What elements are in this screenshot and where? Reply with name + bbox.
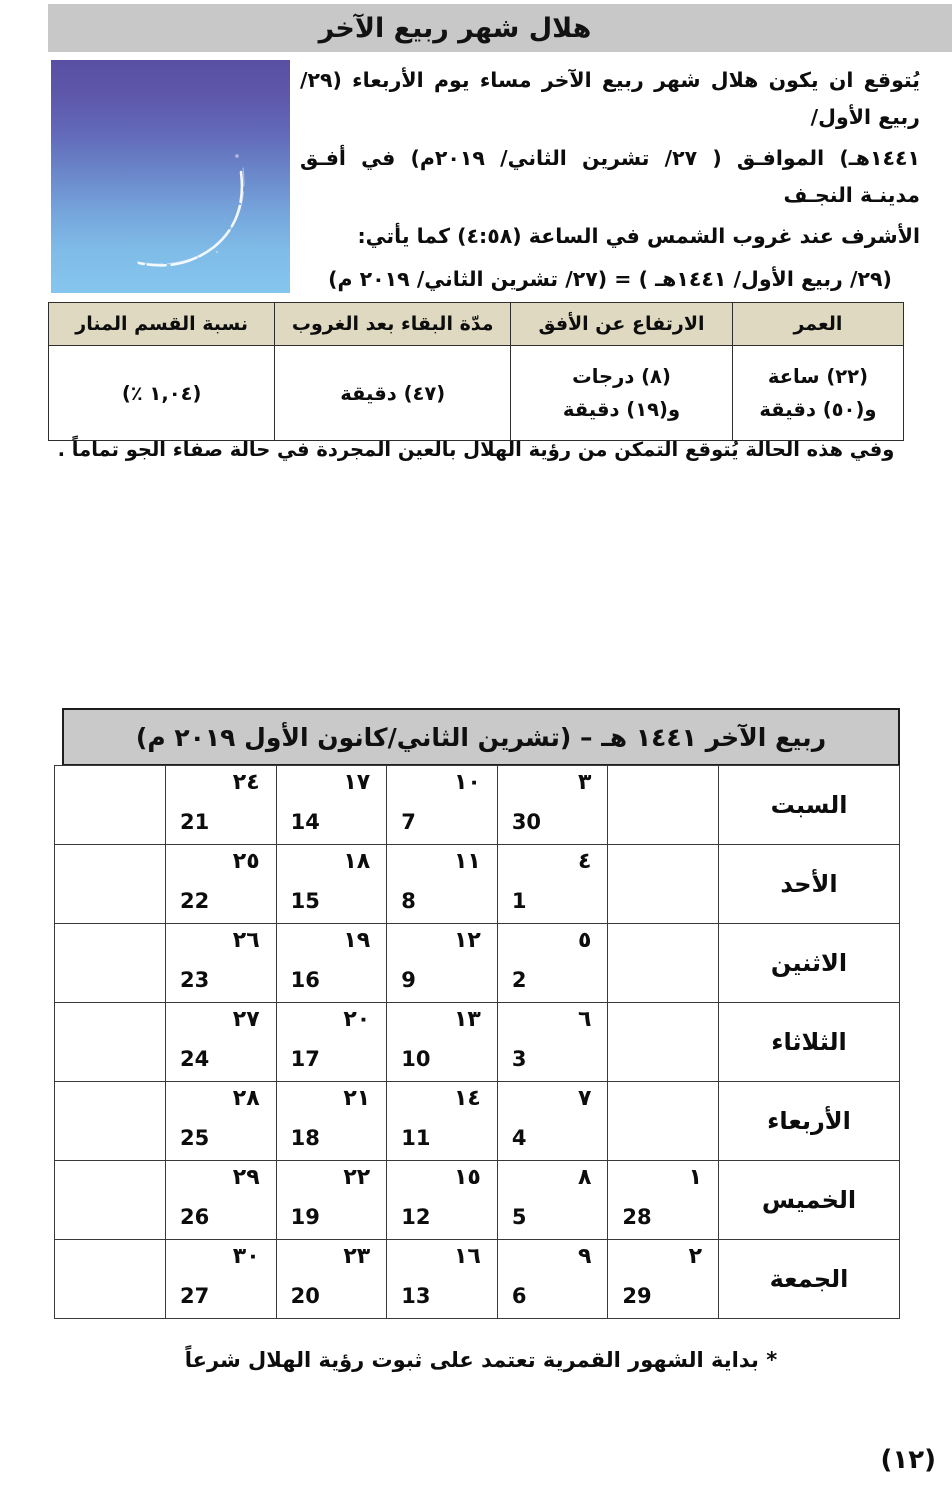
calendar-day-cell[interactable] xyxy=(387,766,498,845)
gregorian-date: 24 xyxy=(180,1047,210,1071)
page-title-banner xyxy=(48,4,952,52)
header-illuminated-fraction: نسبة القسم المنار xyxy=(49,303,275,346)
hijri-date: ١٩ xyxy=(343,928,371,953)
value-altitude-line-2: و(١٩) دقيقة xyxy=(562,398,681,421)
calendar-day-cell[interactable] xyxy=(387,1082,498,1161)
hijri-date: ٢٥ xyxy=(232,849,260,874)
gregorian-date: 27 xyxy=(180,1284,210,1308)
calendar-body xyxy=(55,766,900,1319)
hijri-date: ١٦ xyxy=(453,1244,481,1269)
hijri-date: ٢ xyxy=(688,1244,702,1269)
hijri-date: ١٧ xyxy=(343,770,371,795)
hijri-date: ٣٠ xyxy=(232,1244,260,1269)
calendar-day-cell[interactable] xyxy=(497,1240,608,1319)
hijri-date: ٩ xyxy=(577,1244,592,1269)
calendar-day-cell[interactable] xyxy=(497,1003,608,1082)
hijri-date: ٢٨ xyxy=(232,1086,260,1111)
gregorian-date: 13 xyxy=(401,1284,431,1308)
gregorian-date: 19 xyxy=(290,1205,320,1229)
calendar-table xyxy=(54,765,900,1319)
gregorian-date: 3 xyxy=(511,1047,527,1071)
gregorian-date: 18 xyxy=(290,1126,320,1150)
value-altitude xyxy=(511,346,733,441)
calendar-day-cell[interactable] xyxy=(55,1003,166,1082)
hijri-date: ٢٣ xyxy=(343,1244,371,1269)
hijri-date: ٨ xyxy=(577,1165,592,1190)
calendar-day-cell[interactable] xyxy=(497,766,608,845)
calendar-day-cell[interactable] xyxy=(497,845,608,924)
calendar-day-cell[interactable] xyxy=(166,766,277,845)
value-illuminated-fraction: (١,٠٤ ٪) xyxy=(49,346,275,441)
header-stay-after-sunset: مدّة البقاء بعد الغروب xyxy=(275,303,511,346)
intro-line-3: الأشرف عند غروب الشمس في الساعة (٤:٥٨) كما يأتي: xyxy=(357,224,920,248)
gregorian-date: 7 xyxy=(401,810,416,834)
gregorian-date: 9 xyxy=(401,968,416,992)
gregorian-date: 23 xyxy=(180,968,210,992)
value-age xyxy=(732,346,903,441)
calendar-day-cell[interactable] xyxy=(608,1082,719,1161)
intro-line-1: يُتوقع ان يكون هلال شهر ربيع الآخر مساء يوم الأربعاء (٢٩/ربيع الأول/ xyxy=(300,68,920,129)
calendar-day-cell[interactable] xyxy=(387,1161,498,1240)
gregorian-date: 17 xyxy=(290,1047,320,1071)
intro-line-2: ١٤٤١هـ) الموافـق ( ٢٧/ تشرين الثاني/ ٢٠١٩م) في أفـق مدينـة النجـف xyxy=(300,146,920,207)
hijri-date: ٧ xyxy=(577,1086,592,1111)
monthly-calendar xyxy=(62,708,900,1319)
gregorian-date: 1 xyxy=(511,889,527,913)
gregorian-date: 4 xyxy=(511,1126,527,1150)
value-stay-after-sunset: (٤٧) دقيقة xyxy=(275,346,511,441)
calendar-day-cell[interactable] xyxy=(276,1161,387,1240)
gregorian-date: 14 xyxy=(290,810,320,834)
calendar-day-cell[interactable] xyxy=(166,1003,277,1082)
header-age: العمر xyxy=(732,303,903,346)
calendar-day-cell[interactable] xyxy=(276,1003,387,1082)
hijri-date: ١٢ xyxy=(453,928,481,953)
calendar-footnote: * بداية الشهور القمرية تعتمد على ثبوت رؤية الهلال شرعاً xyxy=(184,1348,778,1372)
intro-date-equation: (٢٩/ ربيع الأول/ ١٤٤١هـ ) = (٢٧/ تشرين الثاني/ ٢٠١٩ م) xyxy=(328,267,892,291)
gregorian-date: 10 xyxy=(401,1047,431,1071)
calendar-week-row xyxy=(55,1161,900,1240)
calendar-day-name: الجمعة xyxy=(719,1240,900,1319)
table-header-row xyxy=(49,303,904,346)
calendar-day-name: الأحد xyxy=(719,845,900,924)
calendar-day-cell[interactable] xyxy=(497,1161,608,1240)
gregorian-date: 20 xyxy=(290,1284,320,1308)
intro-paragraph xyxy=(300,62,920,302)
hijri-date: ٣ xyxy=(577,770,592,795)
calendar-week-row xyxy=(55,1082,900,1161)
hijri-date: ٥ xyxy=(577,928,592,953)
calendar-day-cell[interactable] xyxy=(276,845,387,924)
visibility-note: وفي هذه الحالة يُتوقع التمكن من رؤية الهلال بالعين المجردة في حالة صفاء الجو تماماً . xyxy=(57,438,895,461)
hijri-date: ٢٦ xyxy=(232,928,260,953)
header-altitude: الارتفاع عن الأفق xyxy=(511,303,733,346)
hijri-date: ١٤ xyxy=(453,1086,481,1111)
calendar-day-cell[interactable] xyxy=(166,924,277,1003)
calendar-day-name: الثلاثاء xyxy=(719,1003,900,1082)
gregorian-date: 16 xyxy=(290,968,320,992)
crescent-data-table xyxy=(48,302,904,441)
calendar-day-cell[interactable] xyxy=(387,924,498,1003)
calendar-day-cell[interactable] xyxy=(55,766,166,845)
calendar-day-cell[interactable] xyxy=(166,845,277,924)
calendar-day-name: الاثنين xyxy=(719,924,900,1003)
calendar-title: ربيع الآخر ١٤٤١ هـ – (تشرين الثاني/كانون الأول ٢٠١٩ م) xyxy=(62,708,900,766)
calendar-day-name: الأربعاء xyxy=(719,1082,900,1161)
gregorian-date: 2 xyxy=(511,968,527,992)
gregorian-date: 30 xyxy=(511,810,542,834)
calendar-day-cell[interactable] xyxy=(55,924,166,1003)
calendar-day-name: السبت xyxy=(719,766,900,845)
hijri-date: ٢٠ xyxy=(343,1007,371,1032)
gregorian-date: 15 xyxy=(290,889,320,913)
calendar-day-cell[interactable] xyxy=(608,845,719,924)
value-age-line-2: و(٥٠) دقيقة xyxy=(759,398,877,421)
calendar-day-cell[interactable] xyxy=(387,845,498,924)
hijri-date: ٢٤ xyxy=(232,770,260,795)
calendar-day-cell[interactable] xyxy=(276,766,387,845)
calendar-day-cell[interactable] xyxy=(55,845,166,924)
hijri-date: ١١ xyxy=(453,849,481,874)
calendar-day-cell[interactable] xyxy=(608,924,719,1003)
hijri-date: ١٨ xyxy=(343,849,371,874)
gregorian-date: 21 xyxy=(180,810,210,834)
hijri-date: ٢٩ xyxy=(232,1165,260,1190)
hijri-date: ٦ xyxy=(577,1007,592,1032)
calendar-day-cell[interactable] xyxy=(608,1161,719,1240)
calendar-week-row xyxy=(55,1003,900,1082)
gregorian-date: 22 xyxy=(180,889,210,913)
page-number: (١٢) xyxy=(880,1445,936,1475)
hijri-date: ٤ xyxy=(577,849,592,874)
value-altitude-line-1: (٨) درجات xyxy=(572,365,671,388)
calendar-day-cell[interactable] xyxy=(276,1082,387,1161)
calendar-week-row xyxy=(55,924,900,1003)
calendar-day-cell[interactable] xyxy=(608,1003,719,1082)
calendar-day-cell[interactable] xyxy=(608,766,719,845)
calendar-day-cell[interactable] xyxy=(55,1240,166,1319)
gregorian-date: 6 xyxy=(511,1284,527,1308)
crescent-moon-photo xyxy=(51,60,290,293)
gregorian-date: 29 xyxy=(622,1284,652,1308)
value-age-line-1: (٢٢) ساعة xyxy=(767,365,868,388)
gregorian-date: 25 xyxy=(180,1126,210,1150)
crescent-shape-icon xyxy=(51,60,290,293)
calendar-day-cell[interactable] xyxy=(55,1082,166,1161)
hijri-date: ١٣ xyxy=(453,1007,481,1032)
calendar-day-cell[interactable] xyxy=(276,1240,387,1319)
calendar-day-name: الخميس xyxy=(719,1161,900,1240)
calendar-day-cell[interactable] xyxy=(608,1240,719,1319)
calendar-day-cell[interactable] xyxy=(166,1240,277,1319)
hijri-date: ٢٧ xyxy=(232,1007,260,1032)
gregorian-date: 11 xyxy=(401,1126,431,1150)
calendar-week-row xyxy=(55,845,900,924)
hijri-date: ٢٢ xyxy=(343,1165,371,1190)
hijri-date: ١٥ xyxy=(453,1165,481,1190)
gregorian-date: 28 xyxy=(622,1205,652,1229)
hijri-date: ١٠ xyxy=(453,770,481,795)
table-row xyxy=(49,346,904,441)
hijri-date: ٢١ xyxy=(343,1086,371,1111)
calendar-week-row xyxy=(55,766,900,845)
calendar-day-cell[interactable] xyxy=(166,1161,277,1240)
gregorian-date: 12 xyxy=(401,1205,431,1229)
page-title: هلال شهر ربيع الآخر xyxy=(318,12,592,44)
calendar-day-cell[interactable] xyxy=(276,924,387,1003)
calendar-day-cell[interactable] xyxy=(55,1161,166,1240)
calendar-week-row xyxy=(55,1240,900,1319)
calendar-day-cell[interactable] xyxy=(387,1240,498,1319)
gregorian-date: 8 xyxy=(401,889,416,913)
hijri-date: ١ xyxy=(688,1165,702,1190)
calendar-day-cell[interactable] xyxy=(497,924,608,1003)
calendar-day-cell[interactable] xyxy=(497,1082,608,1161)
calendar-day-cell[interactable] xyxy=(387,1003,498,1082)
gregorian-date: 26 xyxy=(180,1205,210,1229)
gregorian-date: 5 xyxy=(511,1205,527,1229)
calendar-day-cell[interactable] xyxy=(166,1082,277,1161)
